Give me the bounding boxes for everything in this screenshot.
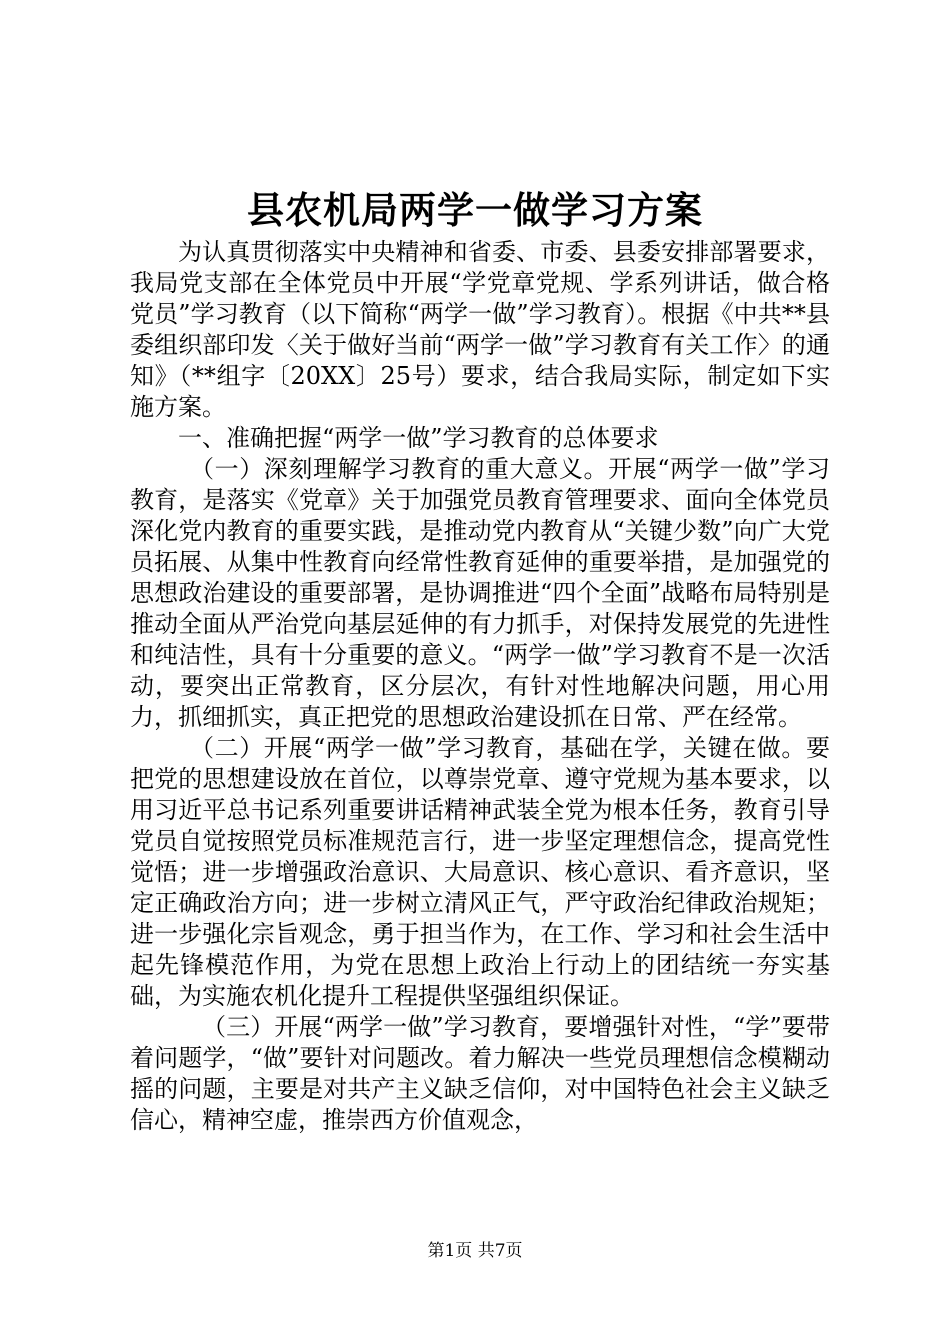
paragraph-intro: 为认真贯彻落实中央精神和省委、市委、县委安排部署要求，我局党支部在全体党员中开展“学党章党规、学系列讲话，做合格党员”学习教育（以下简称“两学一做”学习教育）。根据《中共**县委组织部印发〈关于做好当前“两学一做”学习教育有关工作〉的通知》（**组字〔20XX〕25号）要求，结合我局实际，制定如下实施方案。 [130, 238, 830, 421]
section-heading-1: 一、准确把握“两学一做”学习教育的总体要求 [178, 424, 659, 452]
page-footer: 第1页 共7页 [427, 1241, 523, 1261]
paragraph-item-3: （三）开展“两学一做”学习教育，要增强针对性，“学”要带着问题学，“做”要针对问题改。着力解决一些党员理想信念模糊动摇的问题，主要是对共产主义缺乏信仰，对中国特色社会主义缺乏信心，精神空虚，推崇西方价值观念， [130, 1013, 830, 1134]
document-body [130, 237, 830, 1136]
document-title: 县农机局两学一做学习方案 [247, 188, 703, 232]
paragraph-item-1: （一）深刻理解学习教育的重大意义。开展“两学一做”学习教育，是落实《党章》关于加强党员教育管理要求、面向全体党员深化党内教育的重要实践，是推动党内教育从“关键少数”向广大党员拓展、从集中性教育向经常性教育延伸的重要举措，是加强党的思想政治建设的重要部署，是协调推进“四个全面”战略布局特别是推动全面从严治党向基层延伸的有力抓手，对保持发展党的先进性和纯洁性，具有十分重要的意义。“两学一做”学习教育不是一次活动，要突出正常教育，区分层次，有针对性地解决问题，用心用力，抓细抓实，真正把党的思想政治建设抓在日常、严在经常。 [130, 455, 830, 731]
paragraph-item-2: （二）开展“两学一做”学习教育，基础在学，关键在做。要把党的思想建设放在首位，以尊崇党章、遵守党规为基本要求，以用习近平总书记系列重要讲话精神武装全党为根本任务，教育引导党员自觉按照党员标准规范言行，进一步坚定理想信念，提高党性觉悟；进一步增强政治意识、大局意识、核心意识、看齐意识，坚定正确政治方向；进一步树立清风正气，严守政治纪律政治规矩；进一步强化宗旨观念，勇于担当作为，在工作、学习和社会生活中起先锋模范作用，为党在思想上政治上行动上的团结统一夯实基础，为实施农机化提升工程提供坚强组织保证。 [130, 734, 830, 1010]
